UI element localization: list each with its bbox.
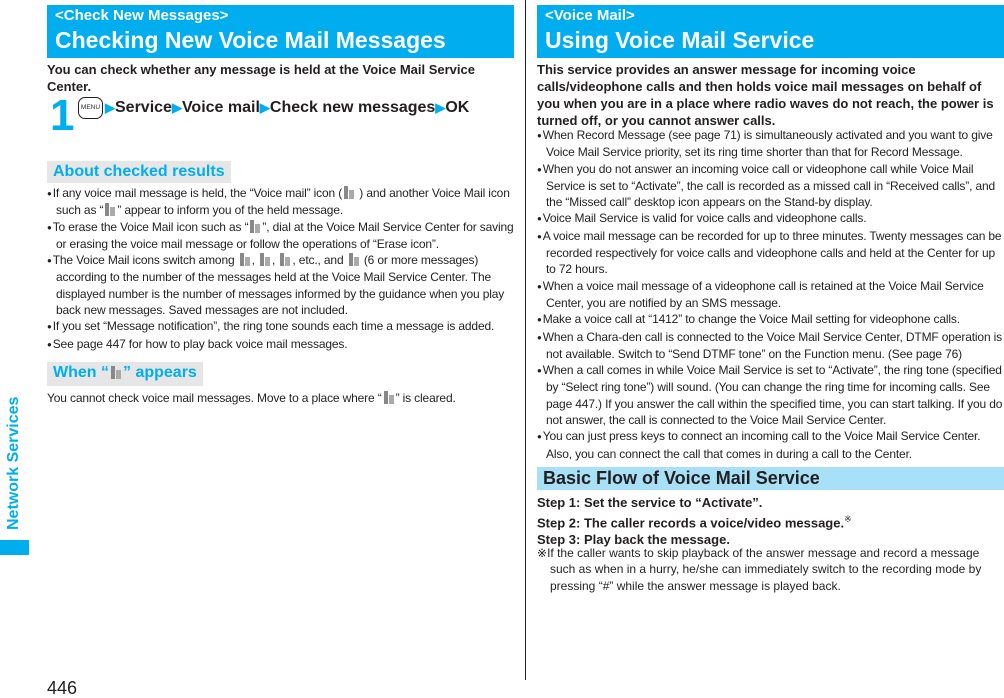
list-item [47, 336, 515, 353]
list-item [47, 219, 515, 253]
left-bullet-list [47, 185, 515, 353]
bullet-icon: ● [537, 164, 542, 174]
header-title: Checking New Voice Mail Messages [55, 27, 446, 53]
list-item-text: To erase the Voice Mail icon such as “ [52, 219, 249, 234]
path-item: Service [115, 99, 172, 116]
path-item: Check new messages [269, 99, 436, 116]
list-item [537, 161, 1003, 211]
list-item-text: , etc., and [292, 253, 347, 268]
out-of-area-icon [111, 366, 121, 379]
bullet-icon: ● [537, 332, 542, 342]
bullet-icon: ● [537, 315, 542, 325]
path-item: OK [445, 99, 470, 116]
bullet-icon: ● [47, 256, 52, 266]
text-pre: You cannot check voice mail messages. Move to a place where “ [47, 391, 382, 405]
voice-mail-icon [105, 203, 115, 216]
right-header [537, 5, 1004, 58]
bullet-icon: ● [47, 339, 52, 349]
list-item [47, 318, 515, 335]
arrow-icon: ▶ [259, 100, 270, 115]
bullet-icon: ● [537, 281, 542, 291]
list-item [537, 329, 1003, 363]
page-number: 446 [47, 678, 78, 698]
list-item-text: When a voice mail message of a videophone call is retained at the Voice Mail Service Center, you are notified by an SMS message. [542, 278, 984, 310]
list-item-text: ” appear to inform you of the held message. [117, 203, 344, 218]
side-tab-label: Network Services [5, 396, 22, 530]
list-item-text: ) and another Voice Mail icon such as “ [56, 186, 510, 218]
section-when-appears [47, 362, 203, 386]
bullet-icon: ● [47, 322, 52, 332]
arrow-icon: ▶ [105, 100, 115, 115]
out-of-area-icon [384, 391, 394, 404]
path-item: Voice mail [181, 99, 260, 116]
section-basic-flow: Basic Flow of Voice Mail Service [537, 467, 1004, 490]
voice-mail-icon [260, 253, 270, 266]
list-item-text: A voice mail message can be recorded for up to three minutes. Twenty messages can be recorded respectively for voice calls and videophone calls and held at the Center for up to 72 hours. [542, 228, 1002, 277]
list-item [537, 428, 1003, 462]
step-1 [47, 91, 517, 140]
header-title: Using Voice Mail Service [545, 27, 815, 53]
header-subtitle: <Check New Messages> [55, 7, 229, 24]
list-item-text: If you set “Message notification”, the ring tone sounds each time a message is added. [52, 319, 495, 334]
section-title-pre: When “ [53, 364, 109, 381]
flow-step [537, 511, 852, 531]
when-appears-text [47, 390, 515, 406]
list-item [47, 252, 515, 318]
bullet-icon: ● [537, 432, 542, 442]
list-item [537, 362, 1003, 428]
flow-steps [537, 494, 852, 548]
note-text: If the caller wants to skip playback of the answer message and record a message such as when in a hurry, he/she can immediately switch to the recording mode by pressing “#” while the answer message is played back. [547, 546, 982, 593]
voice-mail-icon [344, 186, 354, 199]
list-item-text: The Voice Mail icons switch among [52, 253, 238, 268]
voice-mail-icon [280, 253, 290, 266]
list-item-text: When Record Message (see page 71) is simultaneously activated and you want to give Voice Mail Service priority, set its ring time shorter than that for Record Message. [542, 128, 993, 160]
list-item [537, 127, 1003, 161]
section-title-post: ” appears [123, 364, 197, 381]
list-item-text: ”, dial at the Voice Mail Service Center for saving or erasing the voice mail message or follow the operations of “Erase icon”. [56, 219, 514, 251]
list-item [537, 228, 1003, 278]
list-item [537, 278, 1003, 312]
flow-step-text: Step 2: The caller records a voice/video message. [537, 515, 845, 531]
header-subtitle: <Voice Mail> [545, 7, 635, 24]
list-item [537, 210, 1003, 227]
menu-path [105, 98, 469, 118]
intro-text: This service provides an answer message for incoming voice calls/videophone calls and then holds voice mail messages on behalf of you when you are in a place where radio waves do not reach, the power is turned off, or you cannot answer calls. [537, 62, 994, 128]
left-header [47, 5, 514, 58]
bullet-icon: ● [537, 214, 542, 224]
voice-mail-icon [240, 253, 250, 266]
flow-step: Step 1: Set the service to “Activate”. [537, 495, 763, 510]
menu-key-icon: MENU [78, 97, 103, 119]
list-item-text: (6 or more messages) according to the number of the messages held at the Voice Mail Service Center. The displayed number is the number of messages informed by the guidance when you play back new messages. Saved messages are not included. [56, 253, 505, 318]
list-item-text: When a call comes in while Voice Mail Service is set to “Activate”, the ring tone (specified by “Select ring tone”) will sound. (You can change the ring time for incoming calls. See page 447.) If you answer the call within the specified time, you can start talking. If you do not answer, the call is connected to the Voice Mail Service Center. [542, 363, 1003, 428]
list-item-text: See page 447 for how to play back voice mail messages. [52, 336, 348, 351]
bullet-icon: ● [47, 222, 52, 232]
list-item-text: If any voice mail message is held, the “Voice mail” icon ( [52, 186, 343, 200]
step-number: 1 [50, 91, 75, 140]
column-divider [525, 0, 526, 680]
list-item [537, 311, 1003, 328]
bullet-icon: ● [47, 189, 52, 198]
note-mark: ※ [537, 546, 548, 560]
list-item-text: Voice Mail Service is valid for voice calls and videophone calls. [542, 211, 867, 226]
arrow-icon: ▶ [435, 100, 446, 115]
flow-step: Step 3: Play back the message. [537, 532, 730, 548]
bullet-icon: ● [537, 366, 542, 376]
list-item-text: You can just press keys to connect an incoming call to the Voice Mail Service Center. Also, you can connect the call that comes in during a call to the Center. [542, 429, 981, 461]
list-item [47, 185, 515, 219]
bullet-icon: ● [537, 131, 542, 140]
side-tab-marker [0, 540, 29, 555]
voice-mail-icon [349, 253, 359, 266]
section-about-checked-results: About checked results [47, 161, 231, 183]
voice-mail-icon [250, 220, 260, 233]
arrow-icon: ▶ [171, 100, 182, 115]
list-item-text: , [272, 253, 279, 268]
right-bullet-list [537, 127, 1003, 462]
footnote [537, 545, 997, 594]
note-mark: ※ [844, 514, 852, 524]
list-item-text: When a Chara-den call is connected to the Voice Mail Service Center, DTMF operation is not available. Switch to “Send DTMF tone” on the Function menu. (See page 76) [542, 329, 1003, 361]
text-post: ” is cleared. [395, 391, 456, 405]
bullet-icon: ● [537, 231, 542, 241]
intro-text: You can check whether any message is held at the Voice Mail Service Center. [47, 62, 475, 94]
list-item-text: Make a voice call at “1412” to change the Voice Mail setting for videophone calls. [542, 312, 960, 327]
list-item-text: , [251, 253, 259, 268]
list-item-text: When you do not answer an incoming voice call or videophone call while Voice Mail Service is set to “Activate”, the call is recorded as a missed call in “Received calls”, and the “Missed call” desktop icon appears on the Stand-by display. [542, 161, 996, 210]
